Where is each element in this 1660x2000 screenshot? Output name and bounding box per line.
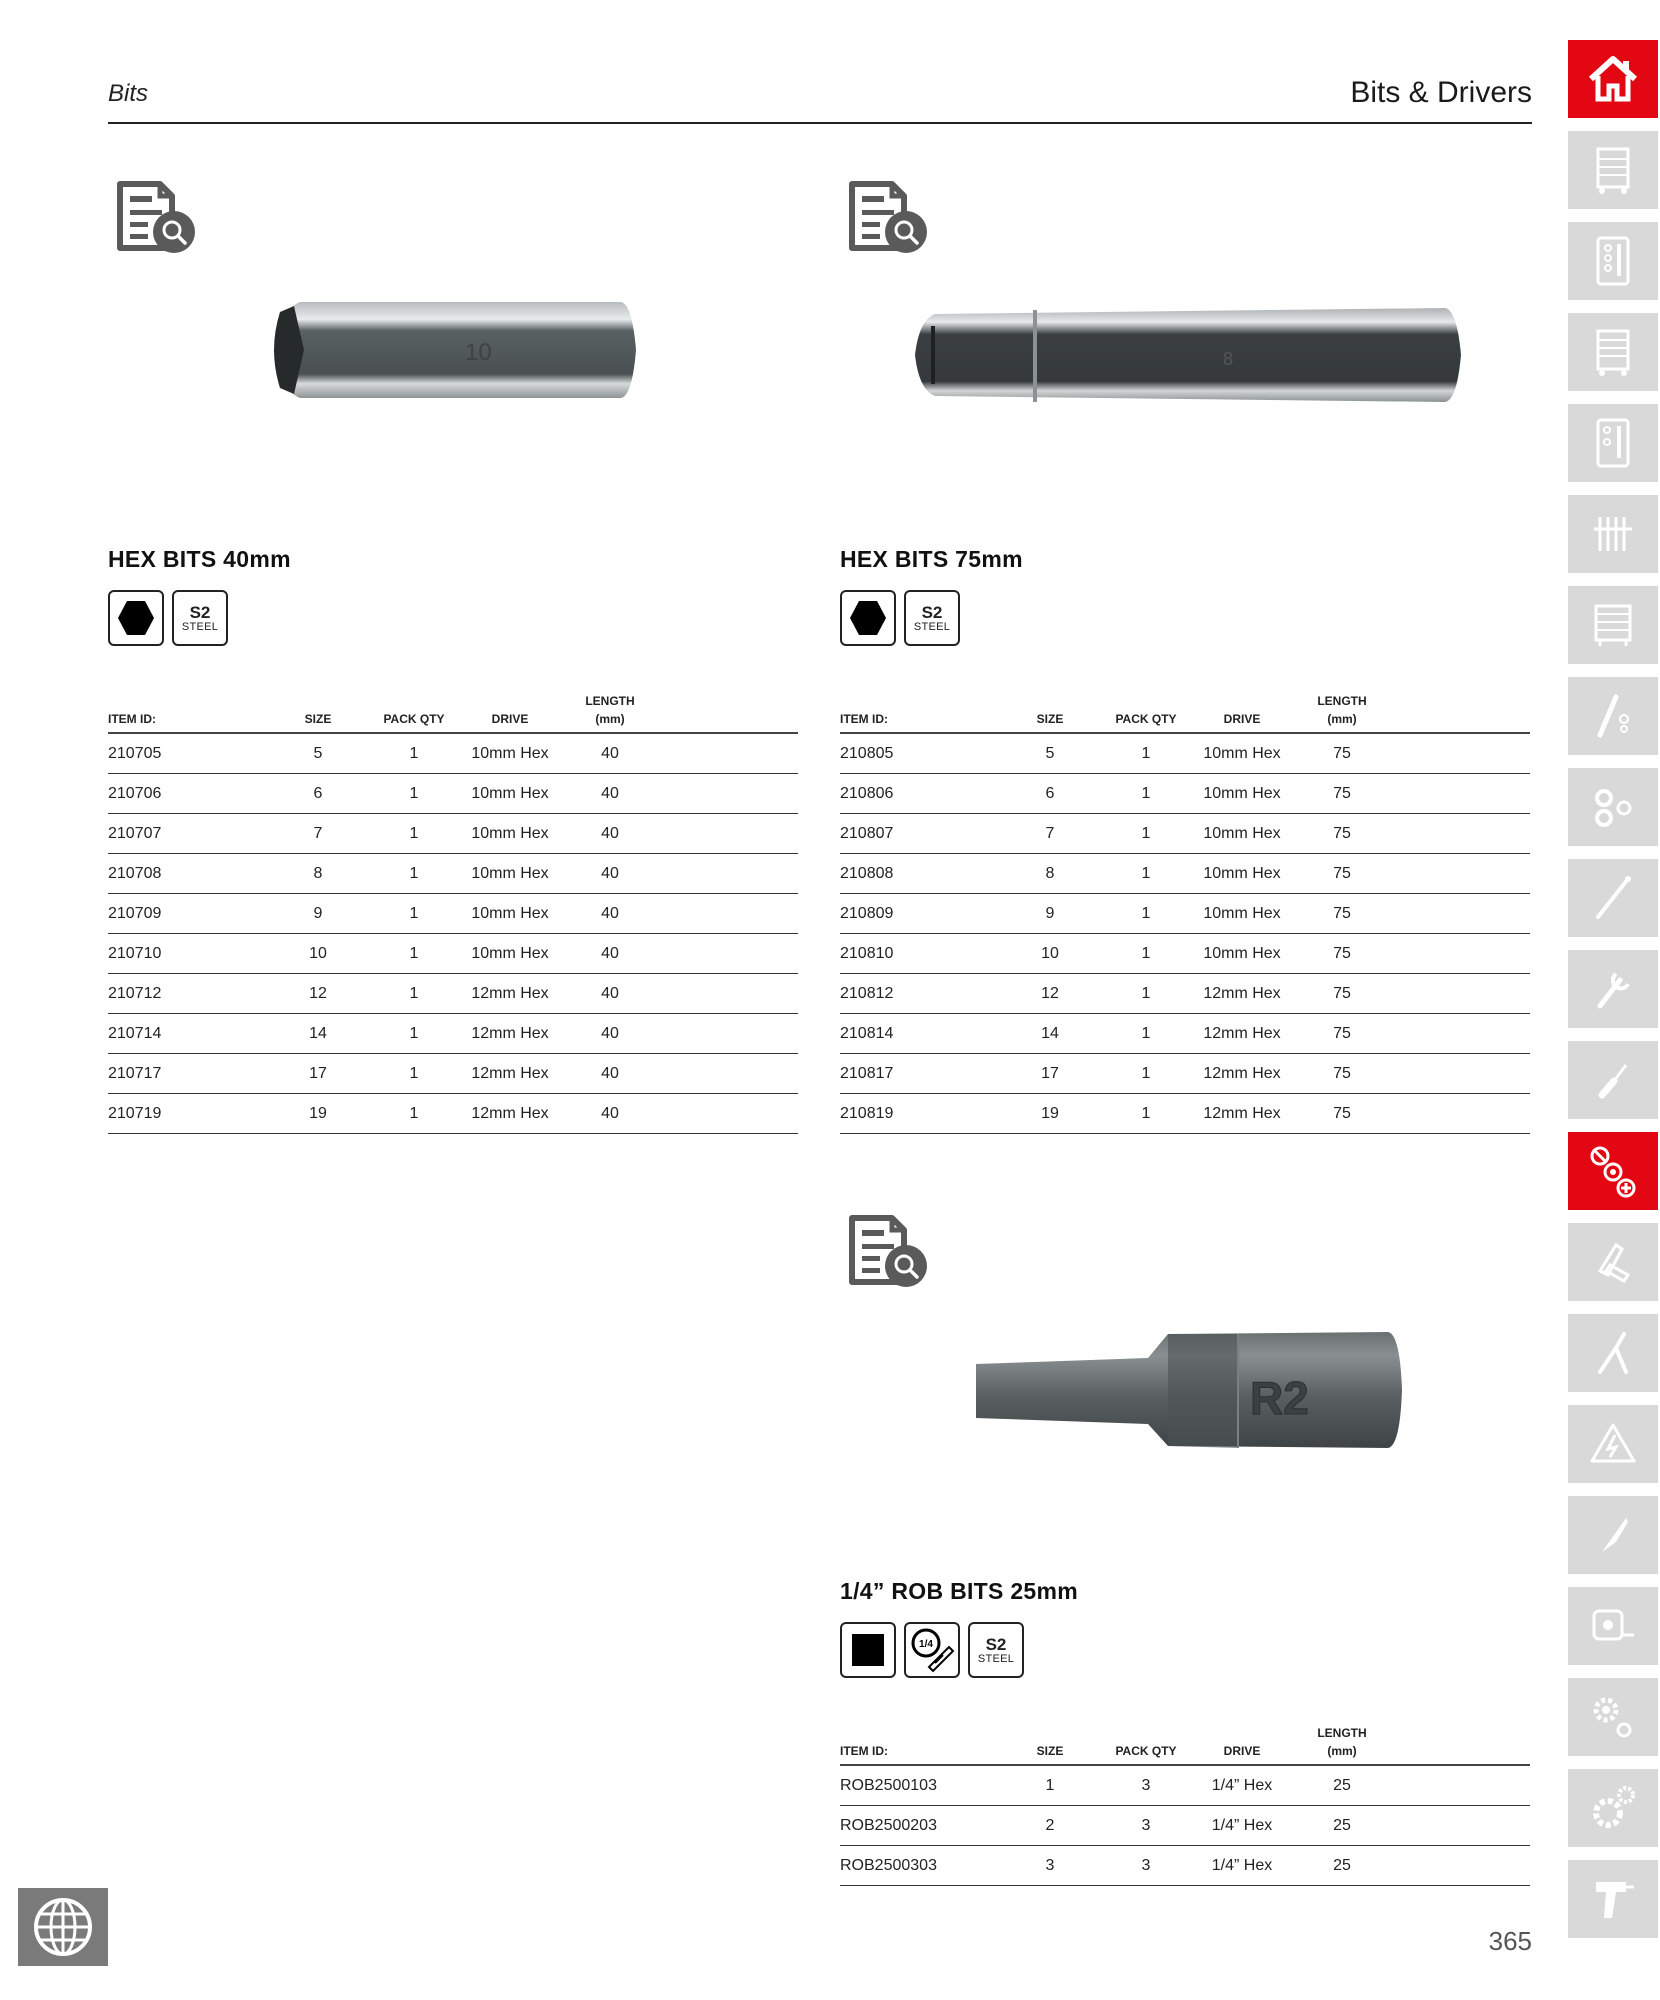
cell-pack-qty: 1	[1090, 1094, 1202, 1134]
col-pack-qty: PACK QTY	[1090, 692, 1202, 733]
cell-size: 9	[278, 894, 358, 934]
tool-rack-icon	[1586, 507, 1640, 561]
cell-spacer	[1402, 974, 1530, 1014]
cell-length: 40	[550, 974, 670, 1014]
cell-drive: 10mm Hex	[470, 854, 550, 894]
cell-item-id: 210812	[840, 974, 1010, 1014]
header-divider	[108, 122, 1532, 124]
cell-size: 19	[1010, 1094, 1090, 1134]
side-tab-accessories[interactable]	[1568, 1769, 1658, 1847]
cell-pack-qty: 1	[1090, 814, 1202, 854]
product-title: HEX BITS 75mm	[840, 546, 1023, 572]
hexagon-icon	[849, 599, 887, 637]
cell-length: 25	[1282, 1846, 1402, 1886]
cell-length: 75	[1282, 733, 1402, 774]
cell-pack-qty: 3	[1090, 1846, 1202, 1886]
col-pack-qty: PACK QTY	[1090, 1724, 1202, 1765]
col-size: SIZE	[1010, 1724, 1090, 1765]
measuring-tape-icon	[1586, 1599, 1640, 1653]
cell-spacer	[1402, 1846, 1530, 1886]
table-row	[840, 1806, 1530, 1846]
square-drive-badge	[840, 1622, 896, 1678]
cell-length: 75	[1282, 974, 1402, 1014]
cell-length: 75	[1282, 854, 1402, 894]
side-tab-electrical[interactable]	[1568, 1405, 1658, 1483]
table-row	[840, 1094, 1530, 1134]
pliers-icon	[1586, 1326, 1640, 1380]
table-row	[840, 733, 1530, 774]
cell-pack-qty: 3	[1090, 1806, 1202, 1846]
workbench-icon	[1586, 598, 1640, 652]
cell-spacer	[1402, 814, 1530, 854]
cell-item-id: 210706	[108, 774, 278, 814]
s2-steel-badge	[904, 590, 960, 646]
table-row	[840, 934, 1530, 974]
cell-item-id: 210809	[840, 894, 1010, 934]
cell-pack-qty: 1	[358, 774, 470, 814]
tool-board-icon	[1586, 416, 1640, 470]
page-title: Bits & Drivers	[1350, 76, 1532, 109]
col-drive: DRIVE	[1202, 692, 1282, 733]
cell-pack-qty: 1	[1090, 894, 1202, 934]
cell-drive: 12mm Hex	[1202, 1014, 1282, 1054]
product-title: 1/4” ROB BITS 25mm	[840, 1578, 1079, 1604]
cell-drive: 12mm Hex	[1202, 974, 1282, 1014]
s2-steel-badge	[968, 1622, 1024, 1678]
cell-drive: 12mm Hex	[1202, 1054, 1282, 1094]
cell-spacer	[1402, 1014, 1530, 1054]
cell-length: 40	[550, 1054, 670, 1094]
cell-item-id: 210708	[108, 854, 278, 894]
cell-drive: 1/4” Hex	[1202, 1765, 1282, 1806]
col-spacer	[670, 692, 798, 733]
cell-length: 40	[550, 814, 670, 854]
cell-pack-qty: 1	[358, 814, 470, 854]
cell-item-id: 210810	[840, 934, 1010, 974]
cell-item-id: 210807	[840, 814, 1010, 854]
cell-size: 5	[1010, 733, 1090, 774]
cell-size: 1	[1010, 1765, 1090, 1806]
cell-length: 40	[550, 854, 670, 894]
cell-drive: 10mm Hex	[470, 774, 550, 814]
cell-size: 14	[278, 1014, 358, 1054]
hex-drive-badge	[840, 590, 896, 646]
cell-size: 12	[278, 974, 358, 1014]
knife-icon	[1586, 1508, 1640, 1562]
cell-item-id: 210710	[108, 934, 278, 974]
screwdriver-icon	[1586, 1053, 1640, 1107]
table-body	[108, 733, 798, 1134]
side-tab-tool-sets[interactable]	[1568, 222, 1658, 300]
cell-length: 40	[550, 774, 670, 814]
product-badges	[840, 1622, 1024, 1678]
cell-size: 10	[278, 934, 358, 974]
spec-table-hex-40	[108, 692, 798, 1134]
drive-size-label: 1/4	[919, 1639, 933, 1650]
badge-steel: STEEL	[977, 1652, 1015, 1665]
badge-s2: S2	[189, 602, 211, 622]
cell-item-id: 210705	[108, 733, 278, 774]
square-icon	[851, 1633, 885, 1667]
cell-spacer	[670, 894, 798, 934]
quarter-inch-bit-icon	[909, 1627, 955, 1673]
cell-length: 40	[550, 1094, 670, 1134]
document-search-icon[interactable]	[840, 1200, 930, 1290]
cell-drive: 10mm Hex	[1202, 733, 1282, 774]
cell-size: 8	[1010, 854, 1090, 894]
cell-pack-qty: 1	[1090, 934, 1202, 974]
col-spacer	[1402, 1724, 1530, 1765]
cell-spacer	[670, 733, 798, 774]
table-row	[108, 934, 798, 974]
side-tab-racks[interactable]	[1568, 495, 1658, 573]
product-badges	[840, 590, 960, 646]
bit-marking: R2	[1250, 1372, 1309, 1424]
cell-drive: 10mm Hex	[1202, 774, 1282, 814]
col-drive: DRIVE	[1202, 1724, 1282, 1765]
cell-pack-qty: 1	[1090, 1014, 1202, 1054]
spec-table-rob-25	[840, 1724, 1530, 1886]
cell-size: 6	[278, 774, 358, 814]
cell-spacer	[1402, 934, 1530, 974]
side-tab-sockets[interactable]	[1568, 768, 1658, 846]
website-link[interactable]	[18, 1888, 108, 1966]
drill-icon	[1586, 1872, 1640, 1926]
cell-drive: 10mm Hex	[1202, 934, 1282, 974]
cell-size: 12	[1010, 974, 1090, 1014]
cell-size: 3	[1010, 1846, 1090, 1886]
side-tab-home[interactable]	[1568, 40, 1658, 118]
cell-size: 6	[1010, 774, 1090, 814]
cell-length: 75	[1282, 774, 1402, 814]
table-row	[108, 974, 798, 1014]
cell-spacer	[670, 1094, 798, 1134]
hexagon-icon	[117, 599, 155, 637]
cell-spacer	[1402, 1094, 1530, 1134]
gears-icon	[1586, 1690, 1640, 1744]
svg-text:8: 8	[1223, 349, 1234, 369]
cell-item-id: 210712	[108, 974, 278, 1014]
cell-spacer	[1402, 854, 1530, 894]
table-row	[840, 894, 1530, 934]
cell-pack-qty: 1	[1090, 974, 1202, 1014]
side-tab-torque[interactable]	[1568, 859, 1658, 937]
side-tab-mechanical[interactable]	[1568, 1678, 1658, 1756]
quarter-inch-drive-badge	[904, 1622, 960, 1678]
table-row	[108, 774, 798, 814]
gear-icon	[1586, 1781, 1640, 1835]
cell-pack-qty: 1	[1090, 774, 1202, 814]
cell-drive: 10mm Hex	[470, 934, 550, 974]
cell-pack-qty: 1	[358, 733, 470, 774]
page-number: 365	[1488, 1926, 1532, 1956]
breadcrumb: Bits	[108, 80, 149, 107]
cell-length: 40	[550, 733, 670, 774]
col-length: LENGTH (mm)	[1282, 1724, 1402, 1765]
cell-length: 75	[1282, 1094, 1402, 1134]
multi-tool-icon	[1586, 1235, 1640, 1289]
cell-drive: 10mm Hex	[1202, 814, 1282, 854]
cell-item-id: 210819	[840, 1094, 1010, 1134]
hex-bit-40mm-image	[260, 290, 640, 420]
product-badges	[108, 590, 228, 646]
table-row	[108, 1014, 798, 1054]
side-tab-trolleys[interactable]	[1568, 131, 1658, 209]
cell-size: 14	[1010, 1014, 1090, 1054]
table-row	[840, 1014, 1530, 1054]
cell-pack-qty: 1	[1090, 1054, 1202, 1094]
torque-wrench-icon	[1586, 871, 1640, 925]
col-item-id: ITEM ID:	[108, 692, 278, 733]
cell-item-id: 210717	[108, 1054, 278, 1094]
cell-spacer	[670, 934, 798, 974]
col-length: LENGTH (mm)	[1282, 692, 1402, 733]
cell-spacer	[670, 814, 798, 854]
cell-pack-qty: 1	[1090, 854, 1202, 894]
cell-pack-qty: 1	[358, 974, 470, 1014]
side-tab-workbench[interactable]	[1568, 586, 1658, 664]
cell-drive: 10mm Hex	[1202, 854, 1282, 894]
cell-pack-qty: 1	[358, 854, 470, 894]
cell-spacer	[1402, 1054, 1530, 1094]
cell-length: 40	[550, 1014, 670, 1054]
cell-drive: 10mm Hex	[470, 733, 550, 774]
hex-bit-75mm-image	[905, 300, 1465, 410]
cell-length: 40	[550, 934, 670, 974]
cell-length: 75	[1282, 814, 1402, 854]
side-tab-spanners[interactable]	[1568, 950, 1658, 1028]
cell-pack-qty: 3	[1090, 1765, 1202, 1806]
cell-item-id: 210817	[840, 1054, 1010, 1094]
col-length: LENGTH (mm)	[550, 692, 670, 733]
table-body	[840, 733, 1530, 1134]
cell-pack-qty: 1	[358, 1094, 470, 1134]
cell-length: 75	[1282, 934, 1402, 974]
cell-item-id: 210806	[840, 774, 1010, 814]
cell-item-id: 210714	[108, 1014, 278, 1054]
hex-drive-badge	[108, 590, 164, 646]
cell-drive: 12mm Hex	[470, 1054, 550, 1094]
wrenches-icon	[1586, 689, 1640, 743]
document-search-icon[interactable]	[108, 166, 198, 256]
cell-length: 75	[1282, 1014, 1402, 1054]
badge-steel: STEEL	[181, 620, 219, 633]
tool-set-icon	[1586, 234, 1640, 288]
sockets-icon	[1586, 780, 1640, 834]
side-tab-modules[interactable]	[1568, 404, 1658, 482]
table-row	[840, 1765, 1530, 1806]
cell-length: 25	[1282, 1765, 1402, 1806]
cell-spacer	[1402, 1806, 1530, 1846]
cell-drive: 12mm Hex	[470, 974, 550, 1014]
rob-bit-25mm-image	[968, 1322, 1408, 1462]
cell-drive: 1/4” Hex	[1202, 1846, 1282, 1886]
side-tab-power-tools[interactable]	[1568, 1860, 1658, 1938]
cell-size: 5	[278, 733, 358, 774]
cell-pack-qty: 1	[358, 1054, 470, 1094]
cell-length: 40	[550, 894, 670, 934]
table-row	[840, 774, 1530, 814]
cell-size: 7	[278, 814, 358, 854]
cell-drive: 12mm Hex	[470, 1094, 550, 1134]
electrical-icon	[1586, 1417, 1640, 1471]
category-sidebar	[1568, 40, 1658, 1951]
side-tab-bits[interactable]	[1568, 1132, 1658, 1210]
side-tab-screwdrivers[interactable]	[1568, 1041, 1658, 1119]
cell-size: 19	[278, 1094, 358, 1134]
table-body	[840, 1765, 1530, 1886]
cell-drive: 1/4” Hex	[1202, 1806, 1282, 1846]
cell-length: 75	[1282, 1054, 1402, 1094]
cell-size: 17	[278, 1054, 358, 1094]
badge-s2: S2	[921, 602, 943, 622]
product-title: HEX BITS 40mm	[108, 546, 291, 572]
cell-item-id: 210719	[108, 1094, 278, 1134]
cell-item-id: 210709	[108, 894, 278, 934]
side-tab-multi-tools[interactable]	[1568, 1223, 1658, 1301]
cell-spacer	[1402, 733, 1530, 774]
cell-drive: 10mm Hex	[470, 894, 550, 934]
cell-spacer	[670, 1014, 798, 1054]
cell-size: 9	[1010, 894, 1090, 934]
cell-pack-qty: 1	[358, 1014, 470, 1054]
cell-item-id: ROB2500303	[840, 1846, 1010, 1886]
globe-icon	[32, 1896, 94, 1958]
side-tab-wrenches[interactable]	[1568, 677, 1658, 755]
col-item-id: ITEM ID:	[840, 692, 1010, 733]
cell-spacer	[1402, 894, 1530, 934]
col-size: SIZE	[1010, 692, 1090, 733]
cell-pack-qty: 1	[358, 934, 470, 974]
cell-item-id: 210805	[840, 733, 1010, 774]
home-icon	[1586, 52, 1640, 106]
col-item-id: ITEM ID:	[840, 1724, 1010, 1765]
table-row	[840, 814, 1530, 854]
tool-trolley-icon	[1586, 143, 1640, 197]
col-size: SIZE	[278, 692, 358, 733]
cell-size: 10	[1010, 934, 1090, 974]
cell-item-id: 210707	[108, 814, 278, 854]
bits-icon	[1586, 1144, 1640, 1198]
cell-item-id: 210808	[840, 854, 1010, 894]
s2-steel-badge	[172, 590, 228, 646]
col-pack-qty: PACK QTY	[358, 692, 470, 733]
document-search-icon[interactable]	[840, 166, 930, 256]
cell-length: 75	[1282, 894, 1402, 934]
cell-spacer	[1402, 774, 1530, 814]
cell-spacer	[1402, 1765, 1530, 1806]
table-row	[108, 814, 798, 854]
cell-pack-qty: 1	[358, 894, 470, 934]
cell-drive: 12mm Hex	[470, 1014, 550, 1054]
table-row	[108, 1054, 798, 1094]
table-row	[840, 854, 1530, 894]
cell-pack-qty: 1	[1090, 733, 1202, 774]
spec-table-hex-75	[840, 692, 1530, 1134]
table-row	[108, 1094, 798, 1134]
cell-spacer	[670, 974, 798, 1014]
cell-spacer	[670, 1054, 798, 1094]
cell-drive: 12mm Hex	[1202, 1094, 1282, 1134]
cell-size: 2	[1010, 1806, 1090, 1846]
cell-spacer	[670, 774, 798, 814]
table-row	[108, 733, 798, 774]
side-tab-pliers[interactable]	[1568, 1314, 1658, 1392]
table-row	[108, 894, 798, 934]
col-drive: DRIVE	[470, 692, 550, 733]
table-row	[840, 1054, 1530, 1094]
side-tab-knives[interactable]	[1568, 1496, 1658, 1574]
badge-steel: STEEL	[913, 620, 951, 633]
cell-size: 17	[1010, 1054, 1090, 1094]
table-row	[108, 854, 798, 894]
badge-s2: S2	[985, 1634, 1007, 1654]
cell-size: 8	[278, 854, 358, 894]
col-spacer	[1402, 692, 1530, 733]
side-tab-cabinets[interactable]	[1568, 313, 1658, 391]
cell-item-id: ROB2500103	[840, 1765, 1010, 1806]
table-row	[840, 974, 1530, 1014]
cell-spacer	[670, 854, 798, 894]
cell-length: 25	[1282, 1806, 1402, 1846]
cell-drive: 10mm Hex	[1202, 894, 1282, 934]
cell-drive: 10mm Hex	[470, 814, 550, 854]
cell-item-id: ROB2500203	[840, 1806, 1010, 1846]
svg-text:10: 10	[465, 339, 492, 366]
table-row	[840, 1846, 1530, 1886]
spanner-icon	[1586, 962, 1640, 1016]
tool-cabinet-icon	[1586, 325, 1640, 379]
cell-item-id: 210814	[840, 1014, 1010, 1054]
cell-size: 7	[1010, 814, 1090, 854]
side-tab-measuring[interactable]	[1568, 1587, 1658, 1665]
